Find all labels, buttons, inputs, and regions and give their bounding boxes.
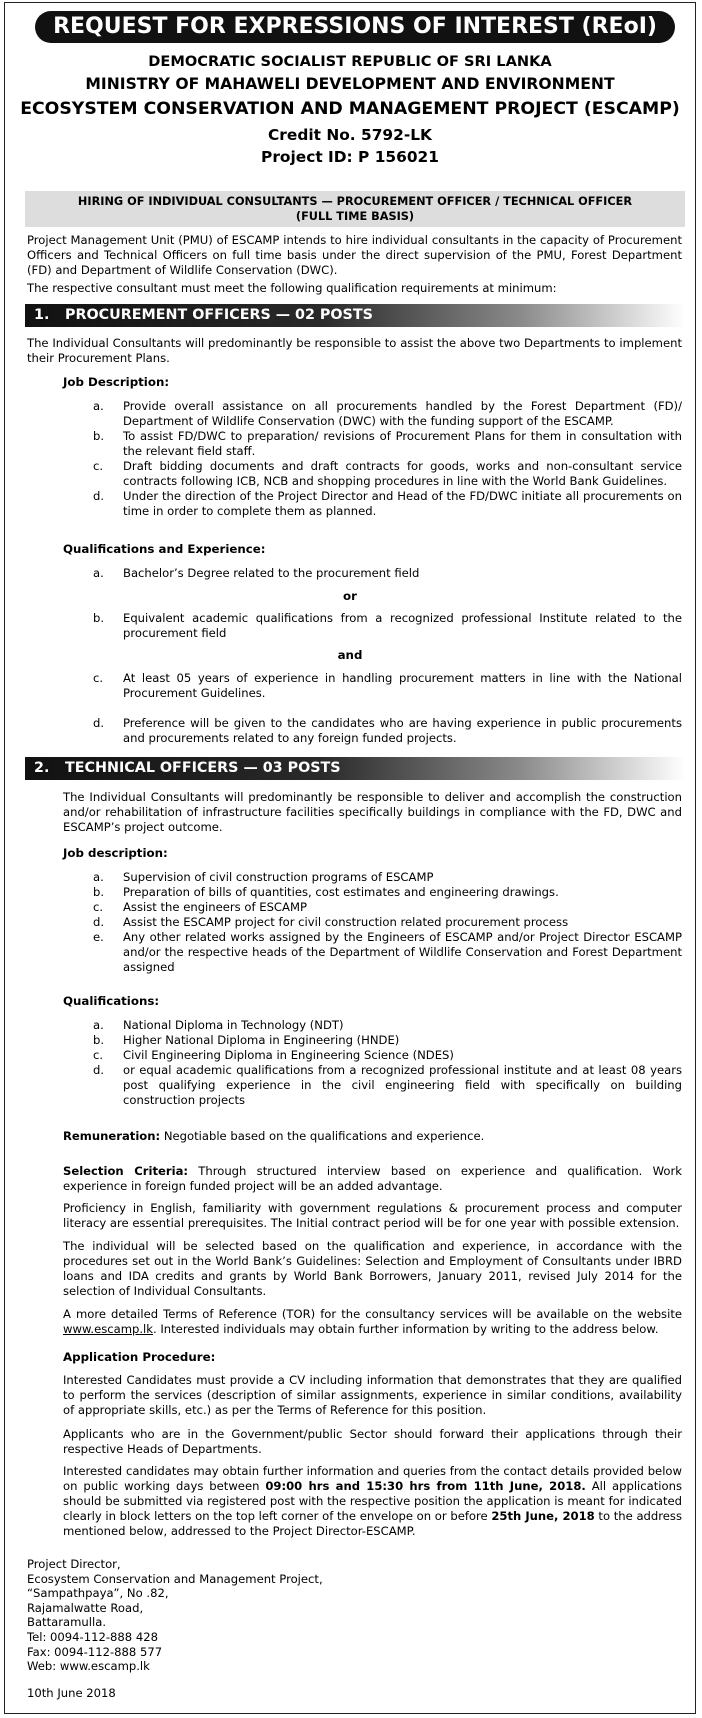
- list-label: b.: [93, 611, 105, 625]
- requirements-intro: The respective consultant must meet the following qualification requirements at minimum:: [27, 281, 557, 295]
- list-item: Preference will be given to the candidates who are having experience in public procurements and procurements related to any foreign funded projects.: [123, 716, 682, 745]
- list-label: c.: [93, 1048, 104, 1062]
- fax: Fax: 0094-112-888 577: [27, 1644, 163, 1659]
- list-label: d.: [93, 915, 105, 929]
- application-heading: Application Procedure:: [63, 1350, 216, 1364]
- application-hours: 09:00 hrs and 15:30 hrs from 11th June, 2018.: [265, 1479, 586, 1493]
- list-item: Equivalent academic qualifications from a recognized professional Institute related to the procurement field: [123, 611, 682, 640]
- list-label: a.: [93, 1018, 104, 1032]
- hiring-basis: (FULL TIME BASIS): [295, 210, 415, 223]
- section-1-title: PROCUREMENT OFFICERS — 02 POSTS: [65, 307, 373, 323]
- advertisement-page: [4, 2, 696, 1714]
- reoi-banner: REQUEST FOR EXPRESSIONS OF INTEREST (REoI): [35, 11, 675, 43]
- selection-criteria: [63, 1164, 682, 1194]
- remuneration-label: Remuneration:: [63, 1129, 161, 1143]
- application-deadline: 25th June, 2018: [491, 1509, 595, 1523]
- list-label: b.: [93, 885, 105, 899]
- list-item: Supervision of civil construction programs of ESCAMP: [123, 870, 434, 884]
- application-text: to the address mentioned below, addressed to the Project Director-ESCAMP.: [63, 1509, 682, 1538]
- list-label: b.: [93, 429, 105, 443]
- section-2-intro: The Individual Consultants will predominantly be responsible to deliver and accomplish the construction and/or rehabilitation of infrastructure facilities specifically buildings in compliance with the FD, DWC and ESCAMP’s project outcome.: [63, 790, 682, 834]
- section-2-qual-heading: Qualifications:: [63, 994, 160, 1008]
- list-item: To assist FD/DWC to preparation/ revisions of Procurement Plans for them in consultation with the relevant field staff.: [123, 429, 682, 458]
- application-text: Interested candidates may obtain further information and queries from the contact details provided below on public working days between: [63, 1464, 682, 1493]
- guidelines-paragraph: The individual will be selected based on the qualification and experience, in accordance with the procedures set out in the World Bank’s Guidelines: Selection and Employment of Consultants under IBRD loans and IDA credits and grants by World Bank Borrowers, January 2011, revised July 2014 for the selection of Individual Consultants.: [63, 1239, 682, 1298]
- list-label: c.: [93, 459, 104, 473]
- list-item: Bachelor’s Degree related to the procurement field: [123, 566, 420, 580]
- address-line: Rajamalwatte Road,: [27, 1600, 144, 1615]
- ministry-heading: MINISTRY OF MAHAWELI DEVELOPMENT AND ENVIRONMENT: [85, 75, 615, 93]
- telephone: Tel: 0094-112-888 428: [27, 1629, 159, 1644]
- or-connector: or: [343, 589, 357, 603]
- hiring-title: HIRING OF INDIVIDUAL CONSULTANTS — PROCUREMENT OFFICER / TECHNICAL OFFICER: [77, 195, 633, 208]
- section-1-job-heading: Job Description:: [63, 375, 170, 389]
- list-item: Civil Engineering Diploma in Engineering Science (NDES): [123, 1048, 454, 1062]
- remuneration-text: Negotiable based on the qualifications and experience.: [160, 1129, 485, 1143]
- tor-text-pre: A more detailed Terms of Reference (TOR) for the consultancy services will be available on the website: [63, 1307, 682, 1321]
- section-1-intro: The Individual Consultants will predominantly be responsible to assist the above two Departments to implement their Procurement Plans.: [27, 336, 682, 365]
- list-label: a.: [93, 870, 104, 884]
- country-heading: DEMOCRATIC SOCIALIST REPUBLIC OF SRI LANKA: [148, 53, 552, 70]
- tor-paragraph: [63, 1307, 682, 1337]
- address-line: Battaramulla.: [27, 1615, 106, 1630]
- list-label: e.: [93, 930, 104, 944]
- list-item: Under the direction of the Project Director and Head of the FD/DWC initiate all procurements on time in order to complete them as planned.: [123, 489, 682, 518]
- list-item: Draft bidding documents and draft contracts for goods, works and non-consultant service contracts following ICB, NCB and shopping procedures in line with the World Bank Guidelines.: [123, 459, 682, 488]
- list-item: Provide overall assistance on all procurements handled by the Forest Department (FD)/ Department of Wildlife Conservation (DWC) with the funding support of the ESCAMP.: [123, 399, 682, 428]
- section-2-number: 2.: [34, 760, 50, 776]
- section-2-title: TECHNICAL OFFICERS — 03 POSTS: [65, 760, 341, 776]
- section-1-number: 1.: [34, 307, 50, 323]
- project-heading: ECOSYSTEM CONSERVATION AND MANAGEMENT PROJECT (ESCAMP): [20, 99, 680, 119]
- list-item: Any other related works assigned by the Engineers of ESCAMP and/or Project Director ESCAMP and/or the respective heads of the Department of Wildlife Conservation and Forest Department assigned: [123, 930, 682, 974]
- publication-date: 10th June 2018: [27, 1686, 116, 1700]
- hiring-title-box: [25, 191, 685, 227]
- intro-paragraph: Project Management Unit (PMU) of ESCAMP intends to hire individual consultants in the capacity of Procurement Officers and Technical Officers on full time basis under the direct supervision of the PMU, Forest Department (FD) and Department of Wildlife Conservation (DWC).: [27, 233, 682, 277]
- section-1-qual-heading: Qualifications and Experience:: [63, 542, 266, 556]
- application-paragraph-1: Interested Candidates must provide a CV including information that demonstrates that they are qualified to perform the services (description of similar assignments, experience in similar conditions, availability of appropriate skills, etc.) as per the Terms of Reference for this position.: [63, 1373, 682, 1417]
- list-label: a.: [93, 399, 104, 413]
- section-1-header: [25, 304, 685, 327]
- project-id: Project ID: P 156021: [261, 148, 439, 166]
- list-label: c.: [93, 900, 104, 914]
- web: Web: www.escamp.lk: [27, 1659, 150, 1674]
- selection-label: Selection Criteria:: [63, 1164, 189, 1178]
- credit-number: Credit No. 5792-LK: [268, 126, 432, 144]
- list-item: or equal academic qualifications from a recognized professional institute and at least 08 years post qualifying experience in the civil engineering field with specifically on building construction projects: [123, 1063, 682, 1107]
- list-item: National Diploma in Technology (NDT): [123, 1018, 344, 1032]
- application-paragraph-3: [63, 1464, 682, 1539]
- address-block: [27, 1557, 323, 1674]
- remuneration: [63, 1129, 682, 1144]
- address-line: “Sampathpaya”, No .82,: [27, 1586, 169, 1601]
- section-2-job-heading: Job description:: [63, 846, 168, 860]
- list-item: At least 05 years of experience in handling procurement matters in line with the National Procurement Guidelines.: [123, 671, 682, 700]
- website-link[interactable]: www.escamp.lk: [63, 1322, 153, 1336]
- section-2-header: [25, 757, 685, 780]
- tor-text-post: . Interested individuals may obtain further information by writing to the address below.: [153, 1322, 659, 1336]
- address-line: Project Director,: [27, 1557, 121, 1571]
- and-connector: and: [337, 648, 363, 662]
- application-paragraph-2: Applicants who are in the Government/public Sector should forward their applications through their respective Heads of Departments.: [63, 1427, 682, 1456]
- list-item: Assist the engineers of ESCAMP: [123, 900, 307, 914]
- address-line: Ecosystem Conservation and Management Project,: [27, 1571, 323, 1586]
- list-item: Higher National Diploma in Engineering (HNDE): [123, 1033, 400, 1047]
- list-item: Preparation of bills of quantities, cost estimates and engineering drawings.: [123, 885, 559, 899]
- proficiency-paragraph: Proficiency in English, familiarity with government regulations & procurement process and computer literacy are essential prerequisites. The Initial contract period will be for one year with possible extension.: [63, 1201, 682, 1230]
- list-label: d.: [93, 1063, 105, 1077]
- list-label: d.: [93, 489, 105, 503]
- selection-text: Through structured interview based on experience and qualification. Work experience in foreign funded project will be an added advantage.: [63, 1164, 682, 1193]
- list-label: d.: [93, 716, 105, 730]
- list-label: a.: [93, 566, 104, 580]
- list-label: c.: [93, 671, 104, 685]
- list-item: Assist the ESCAMP project for civil construction related procurement process: [123, 915, 569, 929]
- application-text: All applications should be submitted via registered post with the respective position the application is meant for indicated clearly in block letters on the top left corner of the envelope on or before: [63, 1479, 682, 1523]
- list-label: b.: [93, 1033, 105, 1047]
